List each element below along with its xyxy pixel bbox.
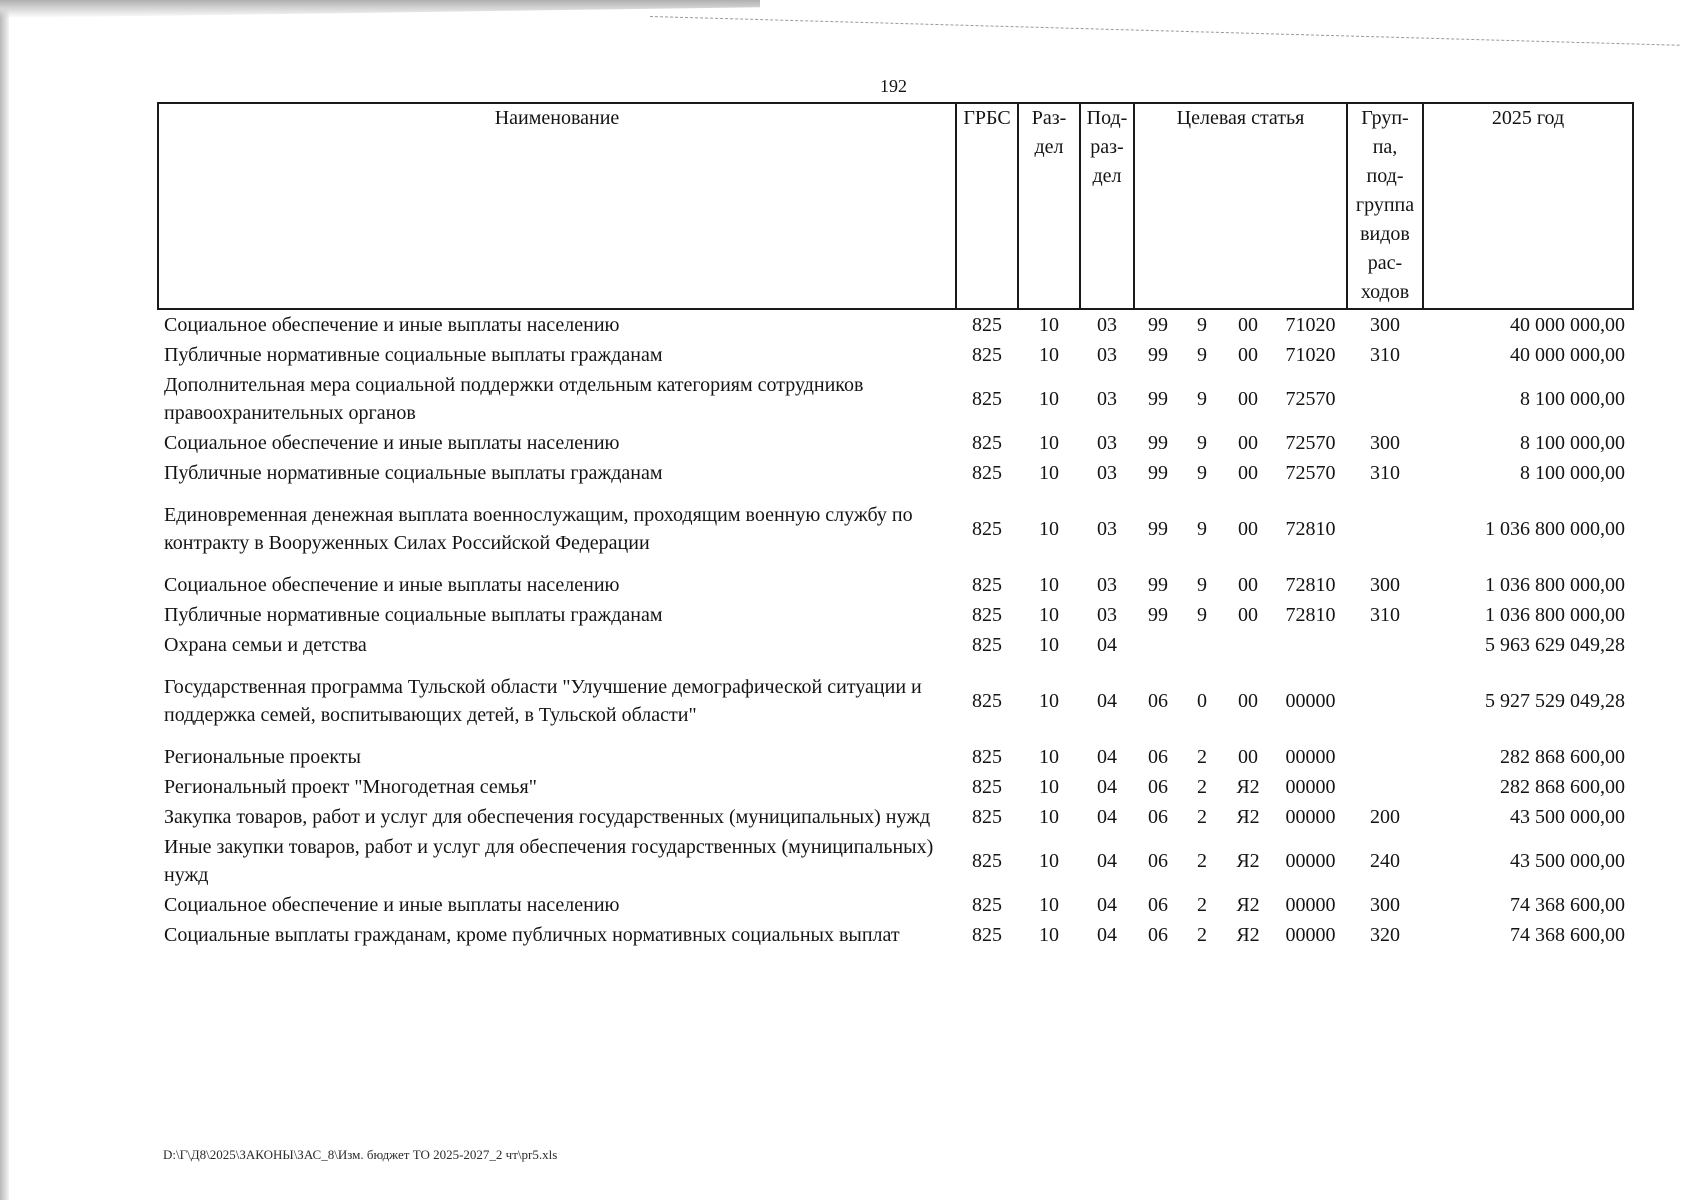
cell-target-program: 06 — [1148, 690, 1168, 712]
cell-razdel: 10 — [1039, 388, 1059, 410]
cell-podrazdel: 03 — [1097, 344, 1117, 366]
cell-podrazdel: 03 — [1097, 314, 1117, 336]
cell-target-program — [1134, 630, 1182, 660]
cell-expense-group: 320 — [1370, 924, 1400, 946]
cell-target-code: 72810 — [1285, 518, 1336, 540]
cell-expense-group: 300 — [1370, 314, 1400, 336]
cell-razdel: 10 — [1039, 746, 1059, 768]
cell-target-direction: Я2 — [1236, 850, 1260, 872]
cell-amount: 1 036 800 000,00 — [1485, 518, 1625, 540]
cell-name: Единовременная денежная выплата военнослужащим, проходящим военную службу по контракту в Вооруженных Силах Российской Федерации — [164, 504, 913, 554]
cell-amount: 1 036 800 000,00 — [1485, 604, 1625, 626]
table-row — [158, 600, 1633, 630]
cell-target-subprogram: 2 — [1197, 924, 1207, 946]
cell-name: Закупка товаров, работ и услуг для обеспечения государственных (муниципальных) нужд — [164, 806, 931, 828]
cell-target-direction: 00 — [1238, 388, 1258, 410]
cell-name: Социальное обеспечение и иные выплаты населению — [164, 432, 620, 454]
cell-expense-group: 310 — [1370, 604, 1400, 626]
header-razdel: Раз- дел — [1018, 103, 1080, 309]
cell-name: Публичные нормативные социальные выплаты гражданам — [164, 344, 663, 366]
cell-target-direction: 00 — [1238, 574, 1258, 596]
cell-target-direction: Я2 — [1236, 806, 1260, 828]
cell-target-subprogram — [1182, 630, 1222, 660]
cell-name: Публичные нормативные социальные выплаты гражданам — [164, 462, 663, 484]
table-row — [158, 890, 1633, 920]
cell-razdel: 10 — [1039, 850, 1059, 872]
cell-target-direction: 00 — [1238, 690, 1258, 712]
cell-grbs: 825 — [972, 894, 1002, 916]
cell-target-direction: 00 — [1238, 344, 1258, 366]
page-number: 192 — [880, 76, 907, 96]
cell-razdel: 10 — [1039, 344, 1059, 366]
cell-grbs: 825 — [972, 806, 1002, 828]
footer-file-path: D:\Г\Д8\2025\ЗАКОНЫ\ЗАС_8\Изм. бюджет ТО 2025-2027_2 чт\pr5.xls — [163, 1147, 558, 1162]
cell-razdel: 10 — [1039, 604, 1059, 626]
table-row — [158, 920, 1633, 950]
cell-grbs: 825 — [972, 574, 1002, 596]
cell-grbs: 825 — [972, 634, 1002, 656]
cell-razdel: 10 — [1039, 806, 1059, 828]
cell-razdel: 10 — [1039, 462, 1059, 484]
cell-grbs: 825 — [972, 344, 1002, 366]
cell-target-program: 99 — [1148, 604, 1168, 626]
cell-target-subprogram: 9 — [1197, 574, 1207, 596]
table-row — [158, 660, 1633, 742]
cell-podrazdel: 04 — [1097, 746, 1117, 768]
cell-target-subprogram: 2 — [1197, 894, 1207, 916]
cell-target-program: 06 — [1148, 746, 1168, 768]
cell-target-program: 99 — [1148, 432, 1168, 454]
cell-target-code: 72810 — [1285, 604, 1336, 626]
cell-amount: 1 036 800 000,00 — [1485, 574, 1625, 596]
cell-name: Социальное обеспечение и иные выплаты населению — [164, 574, 620, 596]
cell-target-program: 99 — [1148, 462, 1168, 484]
cell-name: Иные закупки товаров, работ и услуг для обеспечения государственных (муниципальных) нужд — [164, 836, 934, 886]
cell-target-direction: 00 — [1238, 462, 1258, 484]
cell-expense-group: 240 — [1370, 850, 1400, 872]
cell-target-direction: Я2 — [1236, 776, 1260, 798]
cell-amount: 5 963 629 049,28 — [1485, 634, 1625, 656]
cell-name: Государственная программа Тульской области "Улучшение демографической ситуации и поддержка семей, воспитывающих детей, в Тульской области" — [164, 676, 922, 726]
cell-amount: 40 000 000,00 — [1510, 344, 1625, 366]
cell-target-code: 72570 — [1285, 388, 1336, 410]
cell-name: Публичные нормативные социальные выплаты гражданам — [164, 604, 663, 626]
cell-razdel: 10 — [1039, 776, 1059, 798]
cell-podrazdel: 04 — [1097, 634, 1117, 656]
table-row — [158, 742, 1633, 772]
cell-target-code: 00000 — [1285, 690, 1336, 712]
scan-dash-line — [650, 16, 1680, 46]
cell-razdel: 10 — [1039, 924, 1059, 946]
table-row — [158, 570, 1633, 600]
table-row — [158, 832, 1633, 890]
cell-target-code: 00000 — [1285, 806, 1336, 828]
cell-grbs: 825 — [972, 388, 1002, 410]
cell-target-code: 00000 — [1285, 894, 1336, 916]
cell-target-subprogram: 9 — [1197, 344, 1207, 366]
cell-razdel: 10 — [1039, 314, 1059, 336]
table-row — [158, 428, 1633, 458]
table-row — [158, 309, 1633, 340]
cell-amount: 8 100 000,00 — [1520, 432, 1625, 454]
cell-name: Социальное обеспечение и иные выплаты населению — [164, 894, 620, 916]
cell-target-subprogram: 9 — [1197, 432, 1207, 454]
cell-target-direction: Я2 — [1236, 894, 1260, 916]
cell-expense-group: 310 — [1370, 344, 1400, 366]
table-row — [158, 488, 1633, 570]
cell-grbs: 825 — [972, 518, 1002, 540]
cell-grbs: 825 — [972, 432, 1002, 454]
cell-target-code: 72810 — [1285, 574, 1336, 596]
cell-grbs: 825 — [972, 850, 1002, 872]
table-row — [158, 370, 1633, 428]
cell-podrazdel: 03 — [1097, 432, 1117, 454]
cell-target-direction: 00 — [1238, 746, 1258, 768]
cell-podrazdel: 03 — [1097, 462, 1117, 484]
cell-target-subprogram: 9 — [1197, 314, 1207, 336]
cell-amount: 282 868 600,00 — [1500, 776, 1625, 798]
cell-razdel: 10 — [1039, 574, 1059, 596]
cell-target-code: 00000 — [1285, 776, 1336, 798]
cell-name: Охрана семьи и детства — [164, 634, 367, 656]
cell-razdel: 10 — [1039, 690, 1059, 712]
cell-grbs: 825 — [972, 746, 1002, 768]
cell-podrazdel: 04 — [1097, 690, 1117, 712]
cell-amount: 43 500 000,00 — [1510, 850, 1625, 872]
cell-podrazdel: 03 — [1097, 574, 1117, 596]
cell-amount: 8 100 000,00 — [1520, 388, 1625, 410]
cell-target-direction: 00 — [1238, 314, 1258, 336]
cell-target-code — [1274, 630, 1347, 660]
cell-target-program: 99 — [1148, 314, 1168, 336]
cell-target-program: 06 — [1148, 776, 1168, 798]
header-target-article: Целевая статья — [1134, 103, 1347, 309]
scan-edge-left — [0, 0, 9, 1200]
scan-edge-top — [0, 0, 760, 18]
cell-expense-group: 200 — [1370, 806, 1400, 828]
cell-target-direction: 00 — [1238, 432, 1258, 454]
cell-expense-group: 300 — [1370, 894, 1400, 916]
header-name: Наименование — [158, 103, 956, 309]
cell-podrazdel: 04 — [1097, 776, 1117, 798]
cell-name: Социальные выплаты гражданам, кроме публичных нормативных социальных выплат — [164, 924, 900, 946]
cell-grbs: 825 — [972, 314, 1002, 336]
cell-grbs: 825 — [972, 604, 1002, 626]
table-body — [158, 309, 1633, 950]
cell-target-subprogram: 9 — [1197, 518, 1207, 540]
header-expense-group: Груп- па, под- группа видов рас- ходов — [1347, 103, 1423, 309]
budget-table — [157, 102, 1634, 950]
cell-podrazdel: 04 — [1097, 894, 1117, 916]
cell-amount: 43 500 000,00 — [1510, 806, 1625, 828]
cell-target-program: 99 — [1148, 574, 1168, 596]
cell-target-subprogram: 2 — [1197, 806, 1207, 828]
cell-podrazdel: 03 — [1097, 604, 1117, 626]
cell-expense-group: 300 — [1370, 432, 1400, 454]
cell-target-subprogram: 2 — [1197, 850, 1207, 872]
cell-target-code: 71020 — [1285, 344, 1336, 366]
table-row — [158, 802, 1633, 832]
table-row — [158, 458, 1633, 488]
cell-amount: 40 000 000,00 — [1510, 314, 1625, 336]
cell-expense-group — [1347, 630, 1423, 660]
table-row — [158, 630, 1633, 660]
cell-target-program: 99 — [1148, 518, 1168, 540]
cell-target-subprogram: 9 — [1197, 462, 1207, 484]
cell-target-program: 99 — [1148, 388, 1168, 410]
cell-razdel: 10 — [1039, 518, 1059, 540]
cell-target-program: 06 — [1148, 924, 1168, 946]
cell-target-direction: Я2 — [1236, 924, 1260, 946]
cell-target-code: 00000 — [1285, 746, 1336, 768]
cell-target-program: 06 — [1148, 850, 1168, 872]
cell-razdel: 10 — [1039, 894, 1059, 916]
table-row — [158, 340, 1633, 370]
cell-podrazdel: 04 — [1097, 806, 1117, 828]
cell-name: Дополнительная мера социальной поддержки отдельным категориям сотрудников правоохранительных органов — [164, 374, 864, 424]
cell-expense-group — [1347, 370, 1423, 428]
cell-target-code: 00000 — [1285, 850, 1336, 872]
cell-amount: 8 100 000,00 — [1520, 462, 1625, 484]
cell-expense-group: 310 — [1370, 462, 1400, 484]
header-amount-2025: 2025 год — [1423, 103, 1633, 309]
header-podrazdel: Под- раз- дел — [1080, 103, 1134, 309]
cell-amount: 74 368 600,00 — [1510, 894, 1625, 916]
cell-podrazdel: 04 — [1097, 850, 1117, 872]
cell-amount: 74 368 600,00 — [1510, 924, 1625, 946]
cell-grbs: 825 — [972, 462, 1002, 484]
cell-expense-group: 300 — [1370, 574, 1400, 596]
cell-razdel: 10 — [1039, 634, 1059, 656]
cell-amount: 282 868 600,00 — [1500, 746, 1625, 768]
cell-expense-group — [1347, 772, 1423, 802]
cell-target-subprogram: 2 — [1197, 776, 1207, 798]
cell-grbs: 825 — [972, 776, 1002, 798]
cell-target-code: 71020 — [1285, 314, 1336, 336]
cell-expense-group — [1347, 742, 1423, 772]
cell-amount: 5 927 529 049,28 — [1485, 690, 1625, 712]
cell-podrazdel: 03 — [1097, 518, 1117, 540]
cell-target-direction: 00 — [1238, 604, 1258, 626]
cell-target-subprogram: 9 — [1197, 604, 1207, 626]
cell-razdel: 10 — [1039, 432, 1059, 454]
cell-name: Социальное обеспечение и иные выплаты населению — [164, 314, 620, 336]
cell-target-subprogram: 2 — [1197, 746, 1207, 768]
cell-expense-group — [1347, 488, 1423, 570]
cell-grbs: 825 — [972, 690, 1002, 712]
cell-expense-group — [1347, 660, 1423, 742]
cell-target-direction: 00 — [1238, 518, 1258, 540]
cell-target-code: 72570 — [1285, 432, 1336, 454]
cell-target-program: 99 — [1148, 344, 1168, 366]
cell-podrazdel: 04 — [1097, 924, 1117, 946]
cell-target-direction — [1222, 630, 1274, 660]
cell-target-subprogram: 9 — [1197, 388, 1207, 410]
cell-name: Региональные проекты — [164, 746, 361, 768]
cell-name: Региональный проект "Многодетная семья" — [164, 776, 537, 798]
cell-target-subprogram: 0 — [1197, 690, 1207, 712]
cell-target-code: 00000 — [1285, 924, 1336, 946]
cell-target-program: 06 — [1148, 806, 1168, 828]
header-grbs: ГРБС — [956, 103, 1018, 309]
table-row — [158, 772, 1633, 802]
cell-target-program: 06 — [1148, 894, 1168, 916]
cell-podrazdel: 03 — [1097, 388, 1117, 410]
cell-grbs: 825 — [972, 924, 1002, 946]
cell-target-code: 72570 — [1285, 462, 1336, 484]
table-header-row — [158, 103, 1633, 309]
